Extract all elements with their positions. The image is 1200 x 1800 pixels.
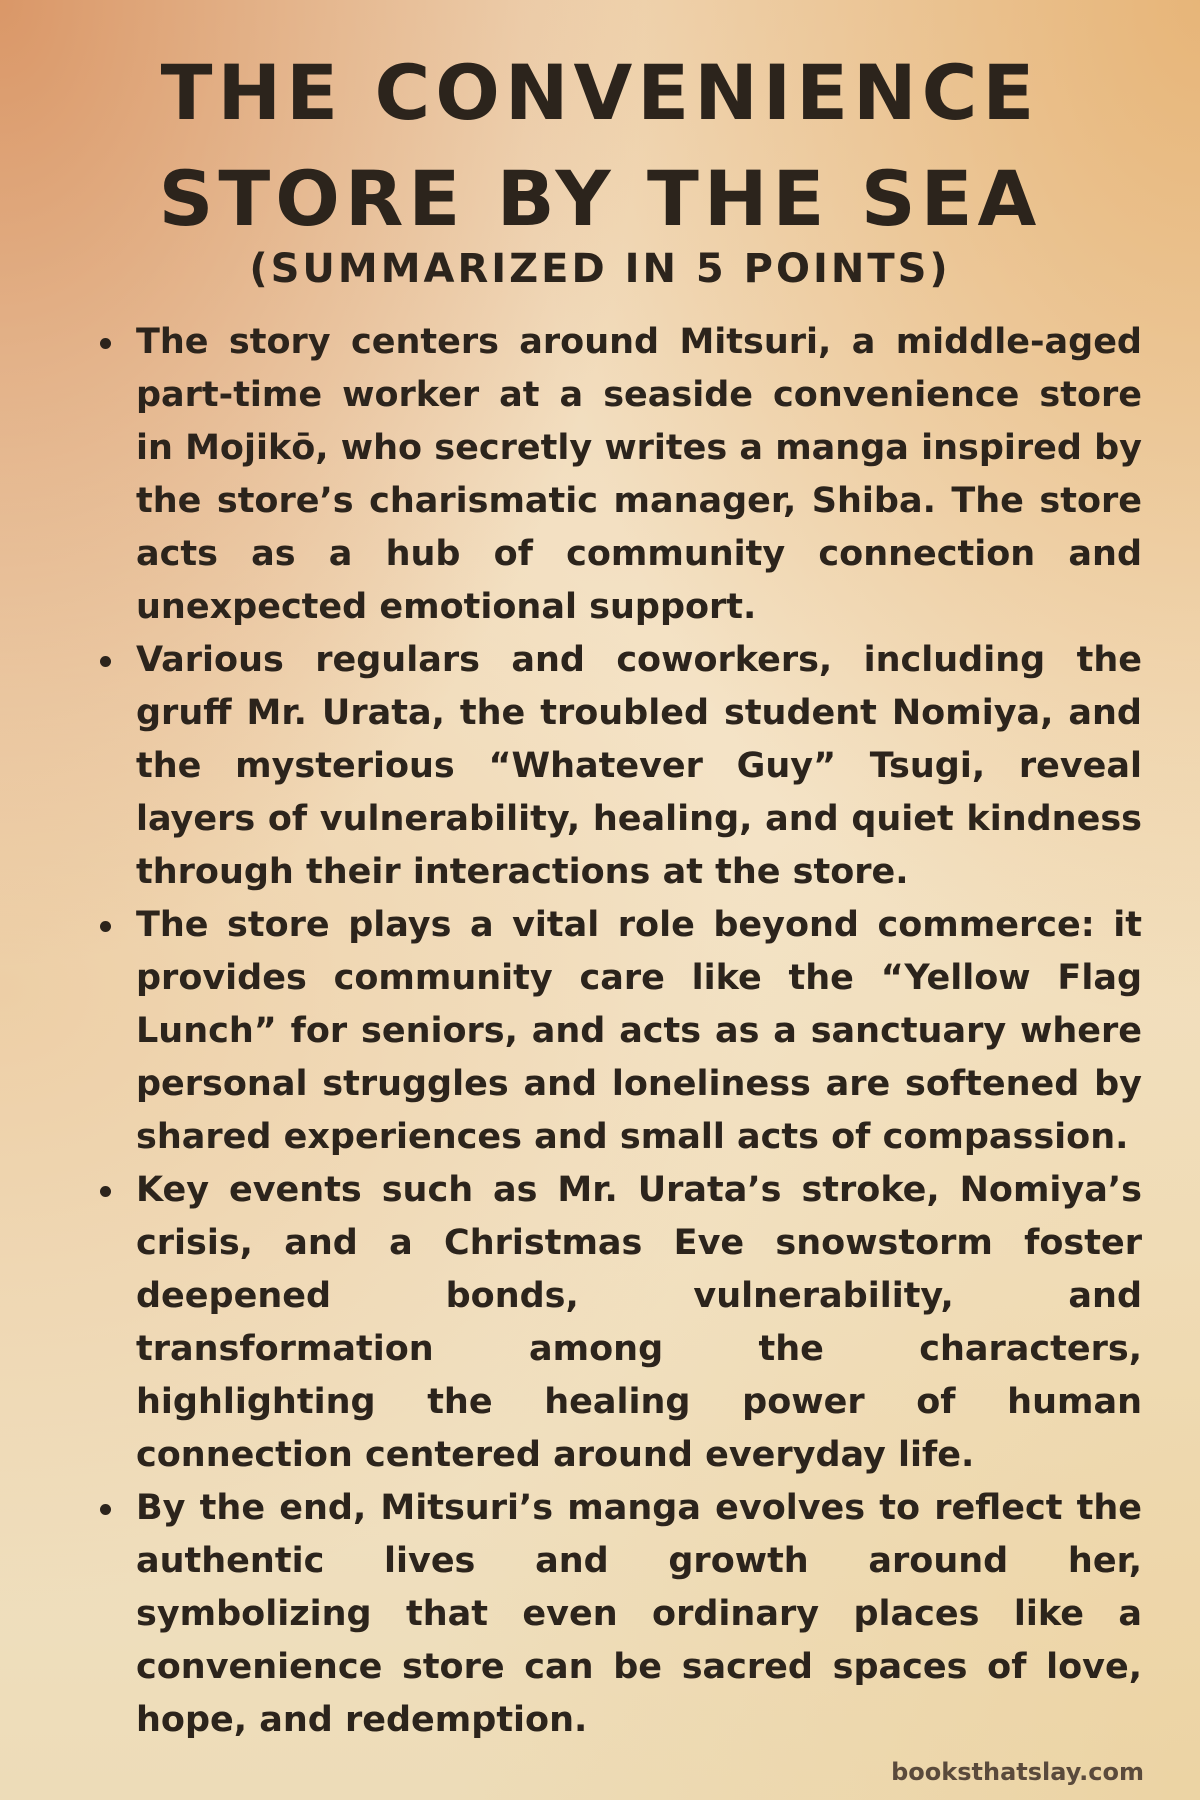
bullet-icon xyxy=(100,338,111,349)
page-subtitle: (SUMMARIZED IN 5 POINTS) xyxy=(249,246,951,292)
summary-point-text: Key events such as Mr. Urata’s stroke, Nomiya’s crisis, and a Christmas Eve snowstorm foster deepened bonds, vulnerability, and transformation among the characters, highlighting the healing power of human connection centered around everyday life. xyxy=(136,1170,1142,1475)
title-line-1: THE CONVENIENCE xyxy=(160,48,1040,137)
title-line-2: STORE BY THE SEA xyxy=(158,154,1042,243)
summary-point-text: By the end, Mitsuri’s manga evolves to reflect the authentic lives and growth around her, symbolizing that even ordinary places like a convenience store can be sacred spaces of love, hope, and redemption. xyxy=(136,1488,1142,1740)
summary-point xyxy=(96,1164,1142,1482)
summary-point-text: The store plays a vital role beyond commerce: it provides community care like the “Yellow Flag Lunch” for seniors, and acts as a sanctuary where personal struggles and loneliness are softened by shared experiences and small acts of compassion. xyxy=(136,905,1142,1157)
bullet-icon xyxy=(100,1186,111,1197)
summary-point xyxy=(96,1482,1142,1747)
summary-point xyxy=(96,634,1142,899)
summary-point xyxy=(96,316,1142,634)
summary-point xyxy=(96,899,1142,1164)
bullet-icon xyxy=(100,921,111,932)
source-watermark: booksthatslay.com xyxy=(891,1758,1144,1786)
bullet-icon xyxy=(100,1504,111,1515)
summary-points-list xyxy=(96,316,1142,1747)
summary-point-text: Various regulars and coworkers, including the gruff Mr. Urata, the troubled student Nomiya, and the mysterious “Whatever Guy” Tsugi, reveal layers of vulnerability, healing, and quiet kindness through their interactions at the store. xyxy=(136,640,1142,892)
summary-point-text: The story centers around Mitsuri, a middle-aged part-time worker at a seaside convenience store in Mojikō, who secretly writes a manga inspired by the store’s charismatic manager, Shiba. The store acts as a hub of community connection and unexpected emotional support. xyxy=(136,322,1142,627)
bullet-icon xyxy=(100,656,111,667)
page-title xyxy=(0,40,1200,252)
